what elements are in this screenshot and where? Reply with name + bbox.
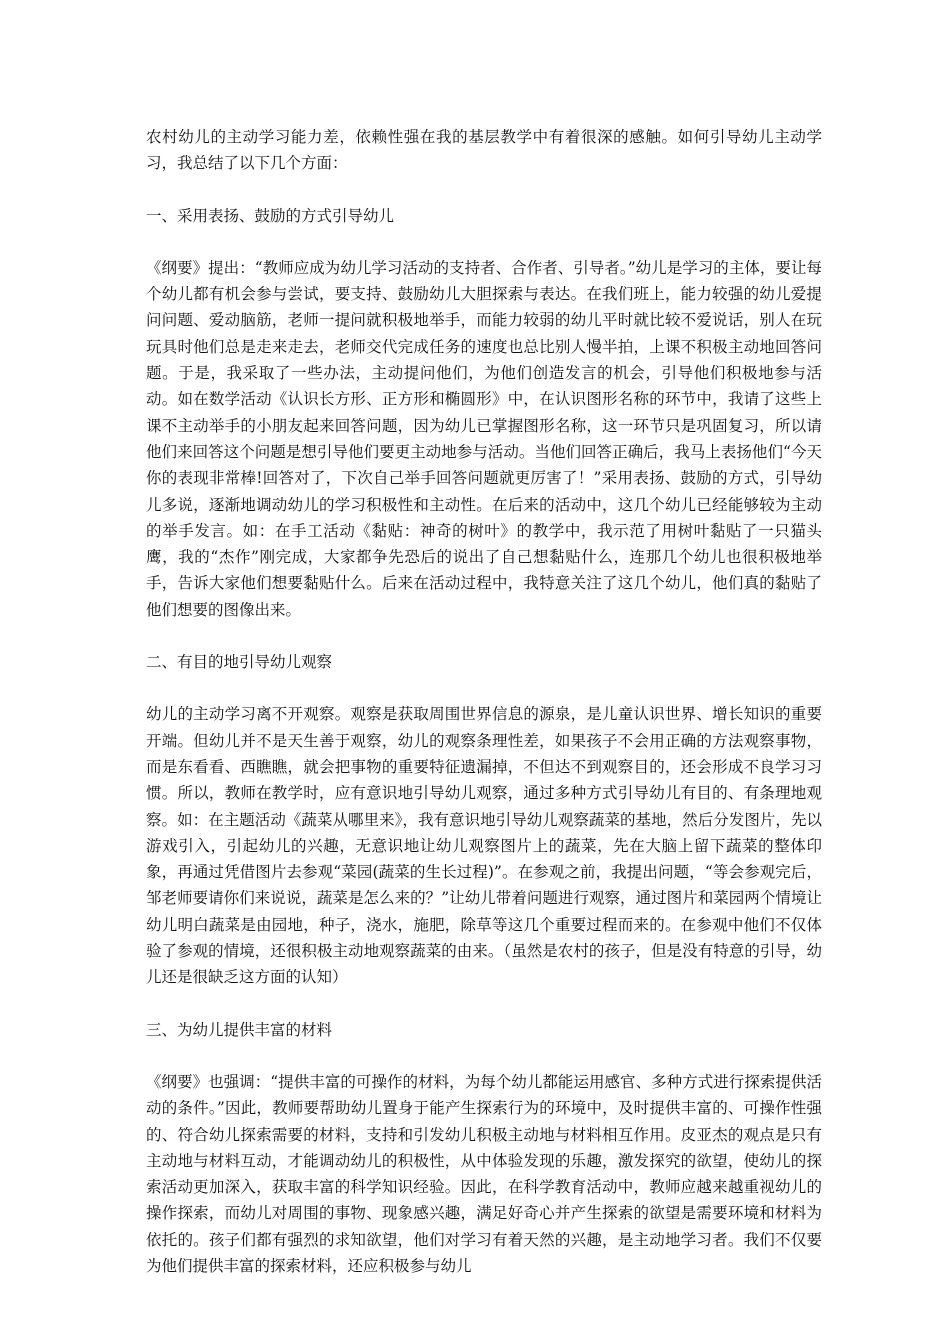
section-heading-1: 一、采用表扬、鼓励的方式引导幼儿 <box>146 206 395 225</box>
intro-paragraph: 农村幼儿的主动学习能力差，依赖性强在我的基层教学中有着很深的感触。如何引导幼儿主动学习，我总结了以下几个方面： <box>146 128 822 173</box>
section-body-1: 《纲要》提出：“教师应成为幼儿学习活动的支持者、合作者、引导者。”幼儿是学习的主体，要让每个幼儿都有机会参与尝试，要支持、鼓励幼儿大胆探索与表达。在我们班上，能力较强的幼儿爱提问问题、爱动脑筋，老师一提问就积极地举手，而能力较弱的幼儿平时就比较不爱说话，别人在玩玩具时他们总是走来走去，老师交代完成任务的速度也总比别人慢半拍，上课不积极主动地回答问题。于是，我采取了一些办法，主动提问他们，为他们创造发言的机会，引导他们积极地参与活动。如在数学活动《认识长方形、正方形和椭圆形》中，在认识图形名称的环节中，我请了这些上课不主动举手的小朋友起来回答问题，因为幼儿已掌握图形名称，这一环节只是巩固复习，所以请他们来回答这个问题是想引导他们要更主动地参与活动。当他们回答正确后，我马上表扬他们“今天你的表现非常棒!回答对了，下次自己举手回答问题就更厉害了！”采用表扬、鼓励的方式，引导幼儿多说，逐渐地调动幼儿的学习积极性和主动性。在后来的活动中，这几个幼儿已经能够较为主动的举手发言。如：在手工活动《黏贴：神奇的树叶》的教学中，我示范了用树叶黏贴了一只猫头鹰，我的“杰作”刚完成，大家都争先恐后的说出了自己想黏贴什么，连那几个幼儿也很积极地举手，告诉大家他们想要黏贴什么。后来在活动过程中，我特意关注了这几个幼儿，他们真的黏贴了他们想要的图像出来。 <box>146 258 822 619</box>
section-body-3: 《纲要》也强调：“提供丰富的可操作的材料，为每个幼儿都能运用感官、多种方式进行探索提供活动的条件。”因此，教师要帮助幼儿置身于能产生探索行为的环境中，及时提供丰富的、可操作性强的、符合幼儿探索需要的材料，支持和引发幼儿积极主动地与材料相互作用。皮亚杰的观点是只有主动地与材料互动，才能调动幼儿的积极性，从中体验发现的乐趣，激发探究的欲望，使幼儿的探索活动更加深入，获取丰富的科学知识经验。因此，在科学教育活动中，教师应越来越重视幼儿的操作探索，而幼儿对周围的事物、现象感兴趣，满足好奇心并产生探索的欲望是需要环境和材料为依托的。孩子们都有强烈的求知欲望，他们对学习有着天然的兴趣，是主动地学习者。我们不仅要为他们提供丰富的探索材料，还应积极参与幼儿 <box>146 1072 822 1275</box>
section-heading-2: 二、有目的地引导幼儿观察 <box>146 653 333 672</box>
section-heading-3: 三、为幼儿提供丰富的材料 <box>146 1020 333 1039</box>
document-page <box>146 124 822 1305</box>
section-body-2: 幼儿的主动学习离不开观察。观察是获取周围世界信息的源泉，是儿童认识世界、增长知识的重要开端。但幼儿并不是天生善于观察，幼儿的观察条理性差，如果孩子不会用正确的方法观察事物，而是东看看、西瞧瞧，就会把事物的重要特征遗漏掉，不但达不到观察目的，还会形成不良学习习惯。所以，教师在教学时，应有意识地引导幼儿观察，通过多种方式引导幼儿有目的、有条理地观察。如：在主题活动《蔬菜从哪里来》，我有意识地引导幼儿观察蔬菜的基地，然后分发图片，先以游戏引入，引起幼儿的兴趣，无意识地让幼儿观察图片上的蔬菜，先在大脑上留下蔬菜的整体印象，再通过凭借图片去参观“菜园(蔬菜的生长过程)”。在参观之前，我提出问题，“等会参观完后，邹老师要请你们来说说，蔬菜是怎么来的？”让幼儿带着问题进行观察，通过图片和菜园两个情境让幼儿明白蔬菜是由园地，种子，浇水，施肥，除草等这几个重要过程而来的。在参观中他们不仅体验了参观的情境，还很积极主动地观察蔬菜的由来。（虽然是农村的孩子，但是没有特意的引导，幼儿还是很缺乏这方面的认知） <box>146 705 822 987</box>
